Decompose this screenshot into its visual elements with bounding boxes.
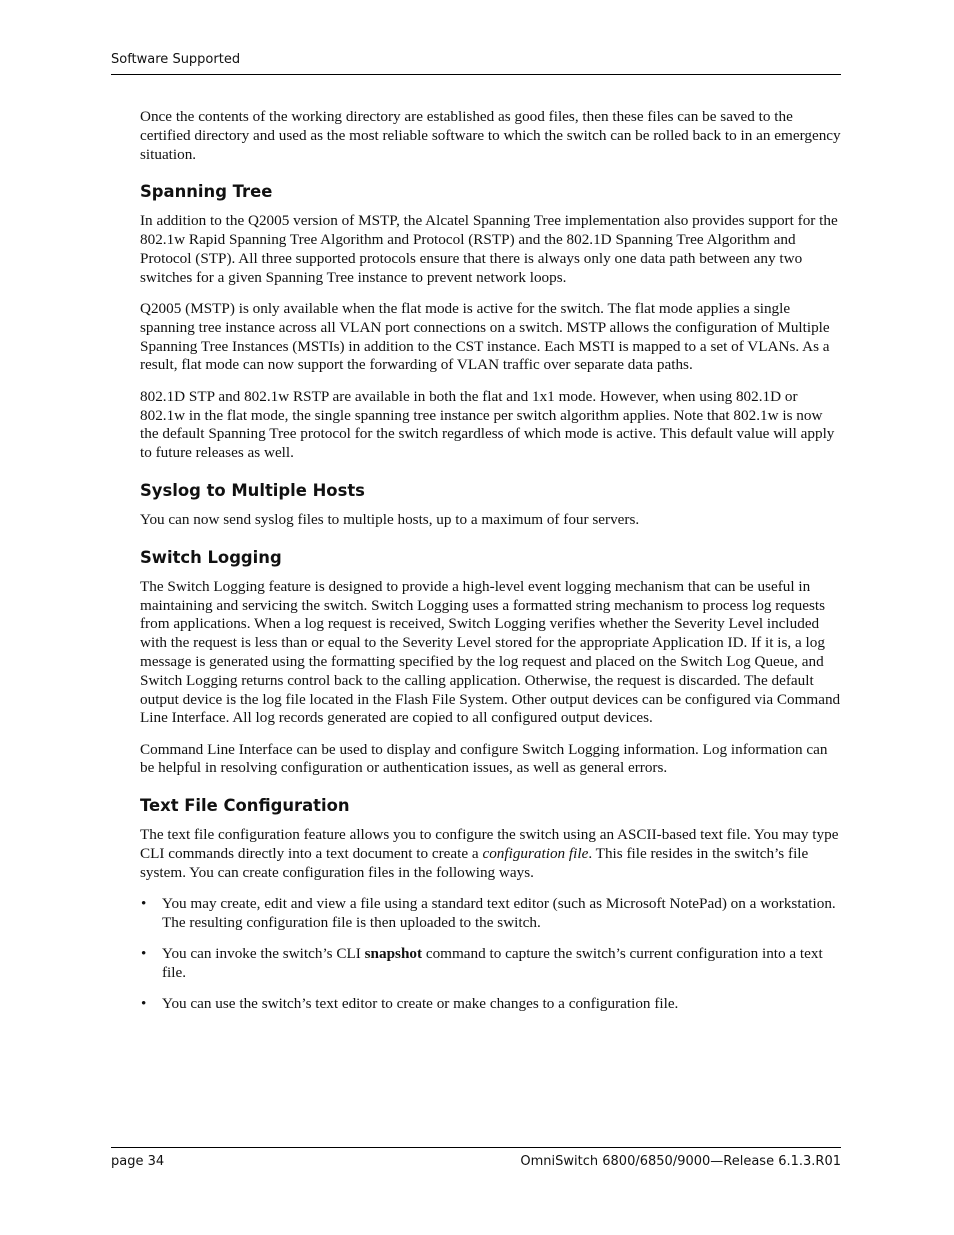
page-footer <box>111 1147 841 1172</box>
page-content <box>140 108 842 1027</box>
configuration-file-term: configuration file <box>482 845 589 863</box>
bullet-icon: • <box>141 895 147 913</box>
text-file-config-paragraph <box>140 826 842 882</box>
spanning-tree-paragraph-1: In addition to the Q2005 version of MSTP, the Alcatel Spanning Tree implementation also provides support for the 802.1w Rapid Spanning Tree Algorithm and Protocol (RSTP) and the 802.1D Spanning Tree Algorithm and Protocol (STP). All three supported protocols ensure that there is always only one data path between any two switches for a given Spanning Tree instance to prevent network loops. <box>140 212 838 286</box>
list-item <box>140 945 842 983</box>
bullet-icon: • <box>141 945 147 963</box>
switch-logging-paragraph-2: Command Line Interface can be used to display and configure Switch Logging information. Log information can be helpful in resolving configuration or authentication issues, as well as general errors. <box>140 740 828 777</box>
switch-logging-paragraph-1: The Switch Logging feature is designed to provide a high-level event logging mechanism that can be useful in maintaining and servicing the switch. Switch Logging uses a formatted string mechanism to process log requests from applications. When a log request is received, Switch Logging verifies whether the Severity Level included with the request is less than or equal to the Severity Level stored for the appropriate Application ID. If it is, a log message is generated using the formatting specified by the log request and placed on the Switch Log Queue, and Switch Logging returns control back to the calling application. Otherwise, the request is discarded. The default output device is the log file located in the Flash File System. Other output devices can be configured via Command Line Interface. All log records generated are copied to all configured output devices. <box>140 577 841 727</box>
heading-syslog: Syslog to Multiple Hosts <box>140 480 365 500</box>
page-header <box>111 50 841 75</box>
list-item <box>140 895 842 933</box>
text-file-config-text-b: . This file resides in the switch’s file system. You can create configuration files in the following ways. <box>140 845 809 881</box>
heading-text-file-configuration: Text File Configuration <box>140 796 350 816</box>
syslog-paragraph: You can now send syslog files to multiple hosts, up to a maximum of four servers. <box>140 510 640 528</box>
configuration-methods-list <box>140 895 842 1014</box>
spanning-tree-paragraph-3: 802.1D STP and 802.1w RSTP are available in both the flat and 1x1 mode. However, when using 802.1D or 802.1w in the flat mode, the single spanning tree instance per switch algorithm applies. Note that 802.1w is now the default Spanning Tree protocol for the switch regardless of which mode is active. This default value will apply to future releases as well. <box>140 387 835 462</box>
heading-switch-logging: Switch Logging <box>140 547 282 567</box>
list-item-text: You may create, edit and view a file using a standard text editor (such as Microsoft NotePad) on a workstation. The resulting configuration file is then uploaded to the switch. <box>162 895 836 931</box>
page-number: page 34 <box>111 1154 165 1169</box>
text-file-config-text-a: The text file configuration feature allows you to configure the switch using an ASCII-based text file. You may type CLI commands directly into a text document to create a <box>140 826 839 863</box>
list-item-text: You can invoke the switch’s CLI <box>162 945 365 963</box>
list-item-text: You can use the switch’s text editor to create or make changes to a configuration file. <box>162 995 679 1013</box>
list-item-text-cont: command to capture the switch’s current configuration into a text file. <box>162 945 823 981</box>
intro-paragraph: Once the contents of the working directory are established as good files, then these files can be saved to the certified directory and used as the most reliable software to which the switch can be rolled back to in an emergency situation. <box>140 108 841 163</box>
snapshot-command: snapshot <box>364 945 423 963</box>
spanning-tree-paragraph-2: Q2005 (MSTP) is only available when the flat mode is active for the switch. The flat mode applies a single spanning tree instance across all VLAN port connections on a switch. MSTP allows the configuration of Multiple Spanning Tree Instances (MSTIs) in addition to the CST instance. Each MSTI is mapped to a set of VLANs. As a result, flat mode can now support the forwarding of VLAN traffic over separate data paths. <box>140 300 830 374</box>
heading-spanning-tree: Spanning Tree <box>140 182 273 202</box>
bullet-icon: • <box>141 995 147 1013</box>
list-item <box>140 995 842 1014</box>
header-title: Software Supported <box>111 52 241 67</box>
product-release: OmniSwitch 6800/6850/9000—Release 6.1.3.R01 <box>520 1154 841 1169</box>
